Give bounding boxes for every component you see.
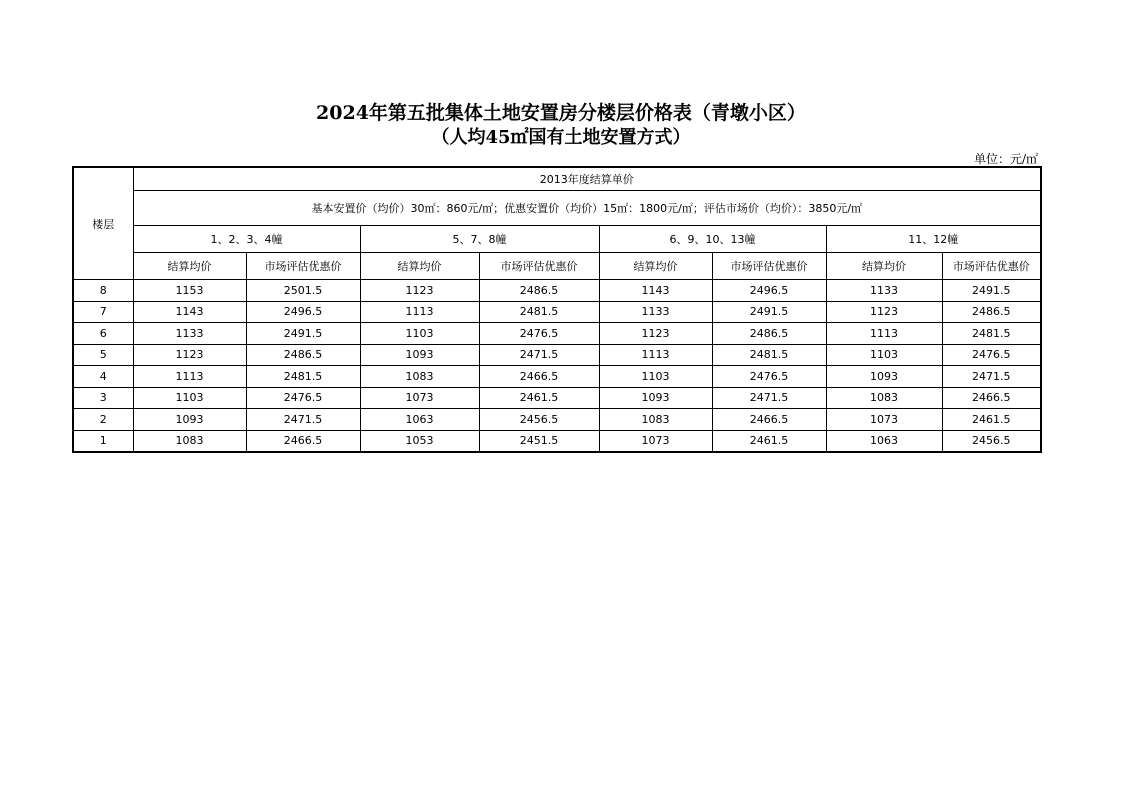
page-title: 2024年第五批集体土地安置房分楼层价格表（青墩小区） xyxy=(316,102,806,124)
price-cell: 1123 xyxy=(360,280,479,302)
sub-header: 结算均价 xyxy=(599,253,712,280)
price-cell: 1123 xyxy=(826,301,942,323)
sub-header: 结算均价 xyxy=(133,253,246,280)
sub-header: 市场评估优惠价 xyxy=(479,253,599,280)
price-cell: 2481.5 xyxy=(942,323,1041,345)
group-header: 5、7、8幢 xyxy=(360,226,599,253)
table-row xyxy=(73,387,1041,409)
group-header: 6、9、10、13幢 xyxy=(599,226,826,253)
price-cell: 1103 xyxy=(599,366,712,388)
sub-header: 市场评估优惠价 xyxy=(712,253,826,280)
price-cell: 1113 xyxy=(826,323,942,345)
price-cell: 2471.5 xyxy=(712,387,826,409)
sub-header: 结算均价 xyxy=(826,253,942,280)
price-cell: 2491.5 xyxy=(942,280,1041,302)
floor-cell: 2 xyxy=(73,409,133,431)
price-cell: 1103 xyxy=(360,323,479,345)
price-cell: 2491.5 xyxy=(712,301,826,323)
price-cell: 1133 xyxy=(133,323,246,345)
price-cell: 2466.5 xyxy=(246,430,360,452)
price-cell: 2451.5 xyxy=(479,430,599,452)
price-cell: 1153 xyxy=(133,280,246,302)
price-cell: 1063 xyxy=(826,430,942,452)
price-note: 基本安置价（均价）30㎡：860元/㎡；优惠安置价（均价）15㎡：1800元/㎡；评估市场价（均价）：3850元/㎡ xyxy=(133,191,1041,226)
table-row xyxy=(73,430,1041,452)
price-cell: 2486.5 xyxy=(942,301,1041,323)
price-cell: 1123 xyxy=(599,323,712,345)
price-cell: 1073 xyxy=(599,430,712,452)
price-cell: 1083 xyxy=(599,409,712,431)
price-cell: 2486.5 xyxy=(246,344,360,366)
price-cell: 2461.5 xyxy=(479,387,599,409)
price-cell: 1093 xyxy=(133,409,246,431)
floor-cell: 6 xyxy=(73,323,133,345)
price-cell: 1073 xyxy=(360,387,479,409)
price-cell: 2471.5 xyxy=(246,409,360,431)
price-cell: 2476.5 xyxy=(942,344,1041,366)
sub-header: 市场评估优惠价 xyxy=(942,253,1041,280)
price-cell: 1093 xyxy=(360,344,479,366)
price-cell: 1093 xyxy=(599,387,712,409)
price-cell: 2466.5 xyxy=(942,387,1041,409)
floor-cell: 1 xyxy=(73,430,133,452)
table-body xyxy=(73,280,1041,453)
price-cell: 1103 xyxy=(826,344,942,366)
floor-cell: 3 xyxy=(73,387,133,409)
floor-header: 楼层 xyxy=(73,167,133,280)
price-cell: 2481.5 xyxy=(712,344,826,366)
price-cell: 1113 xyxy=(133,366,246,388)
floor-cell: 5 xyxy=(73,344,133,366)
group-header: 1、2、3、4幢 xyxy=(133,226,360,253)
page-subtitle: （人均45㎡国有土地安置方式） xyxy=(431,127,691,148)
price-cell: 1053 xyxy=(360,430,479,452)
price-cell: 2491.5 xyxy=(246,323,360,345)
price-cell: 2496.5 xyxy=(246,301,360,323)
price-table xyxy=(72,166,1042,453)
price-cell: 2471.5 xyxy=(942,366,1041,388)
price-cell: 2466.5 xyxy=(712,409,826,431)
price-cell: 2481.5 xyxy=(479,301,599,323)
floor-cell: 7 xyxy=(73,301,133,323)
price-cell: 2471.5 xyxy=(479,344,599,366)
table-row xyxy=(73,323,1041,345)
sub-header: 市场评估优惠价 xyxy=(246,253,360,280)
price-cell: 1133 xyxy=(599,301,712,323)
year-header: 2013年度结算单价 xyxy=(133,167,1041,191)
price-cell: 2481.5 xyxy=(246,366,360,388)
price-cell: 2461.5 xyxy=(712,430,826,452)
price-cell: 1083 xyxy=(826,387,942,409)
price-cell: 2486.5 xyxy=(479,280,599,302)
table-row xyxy=(73,301,1041,323)
price-cell: 2476.5 xyxy=(712,366,826,388)
price-cell: 1083 xyxy=(133,430,246,452)
table-row xyxy=(73,409,1041,431)
price-cell: 1133 xyxy=(826,280,942,302)
price-cell: 1143 xyxy=(133,301,246,323)
group-header: 11、12幢 xyxy=(826,226,1041,253)
price-cell: 2501.5 xyxy=(246,280,360,302)
table-row xyxy=(73,344,1041,366)
price-cell: 2476.5 xyxy=(479,323,599,345)
price-cell: 1083 xyxy=(360,366,479,388)
price-cell: 1123 xyxy=(133,344,246,366)
price-cell: 1113 xyxy=(360,301,479,323)
price-cell: 2456.5 xyxy=(942,430,1041,452)
price-cell: 1063 xyxy=(360,409,479,431)
unit-label: 单位：元/㎡ xyxy=(973,152,1038,166)
price-cell: 2456.5 xyxy=(479,409,599,431)
price-cell: 2466.5 xyxy=(479,366,599,388)
price-cell: 2486.5 xyxy=(712,323,826,345)
table-row xyxy=(73,366,1041,388)
price-cell: 2496.5 xyxy=(712,280,826,302)
price-cell: 1093 xyxy=(826,366,942,388)
floor-cell: 4 xyxy=(73,366,133,388)
price-cell: 1143 xyxy=(599,280,712,302)
price-cell: 1103 xyxy=(133,387,246,409)
table-row xyxy=(73,280,1041,302)
floor-cell: 8 xyxy=(73,280,133,302)
price-cell: 1113 xyxy=(599,344,712,366)
price-cell: 2476.5 xyxy=(246,387,360,409)
price-cell: 1073 xyxy=(826,409,942,431)
price-cell: 2461.5 xyxy=(942,409,1041,431)
sub-header: 结算均价 xyxy=(360,253,479,280)
